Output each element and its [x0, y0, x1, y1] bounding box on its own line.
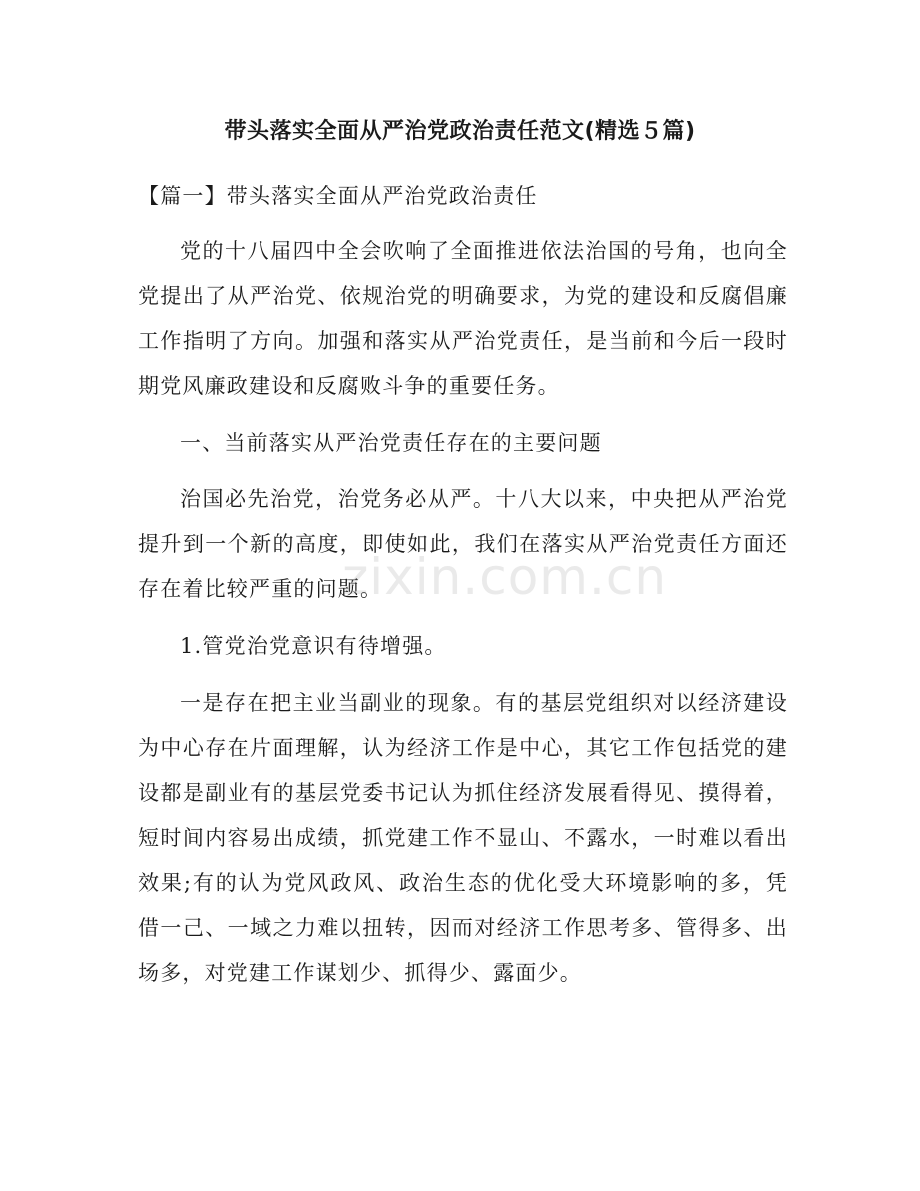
heading-awareness: 1.管党治党意识有待增强。: [180, 634, 447, 658]
heading-main-problems: 一、当前落实从严治党责任存在的主要问题: [180, 431, 602, 455]
paragraph-governance: 治国必先治党，治党务必从严。十八大以来，中央把从严治党提升到一个新的高度，即使如此，我们在落实从严治党责任方面还存在着比较严重的问题。: [138, 487, 788, 601]
paragraph-main-business: 一是存在把主业当副业的现象。有的基层党组织对以经济建设为中心存在片面理解，认为经济工作是中心，其它工作包括党的建设都是副业有的基层党委书记认为抓住经济发展看得见、摸得着，短时间内容易出成绩，抓党建工作不显山、不露水，一时难以看出效果;有的认为党风政风、政治生态的优化受大环境影响的多，凭借一己、一域之力难以扭转，因而对经济工作思考多、管得多、出场多，对党建工作谋划少、抓得少、露面少。: [138, 691, 788, 985]
section-heading: 【篇一】带头落实全面从严治党政治责任: [138, 184, 538, 208]
watermark: zixin.com.cn: [342, 548, 668, 606]
document-title: 带头落实全面从严治党政治责任范文(精选５篇): [224, 119, 696, 144]
paragraph-intro: 党的十八届四中全会吹响了全面推进依法治国的号角，也向全党提出了从严治党、依规治党的明确要求，为党的建设和反腐倡廉工作指明了方向。加强和落实从严治党责任，是当前和今后一段时期党风廉政建设和反腐败斗争的重要任务。: [138, 239, 788, 398]
